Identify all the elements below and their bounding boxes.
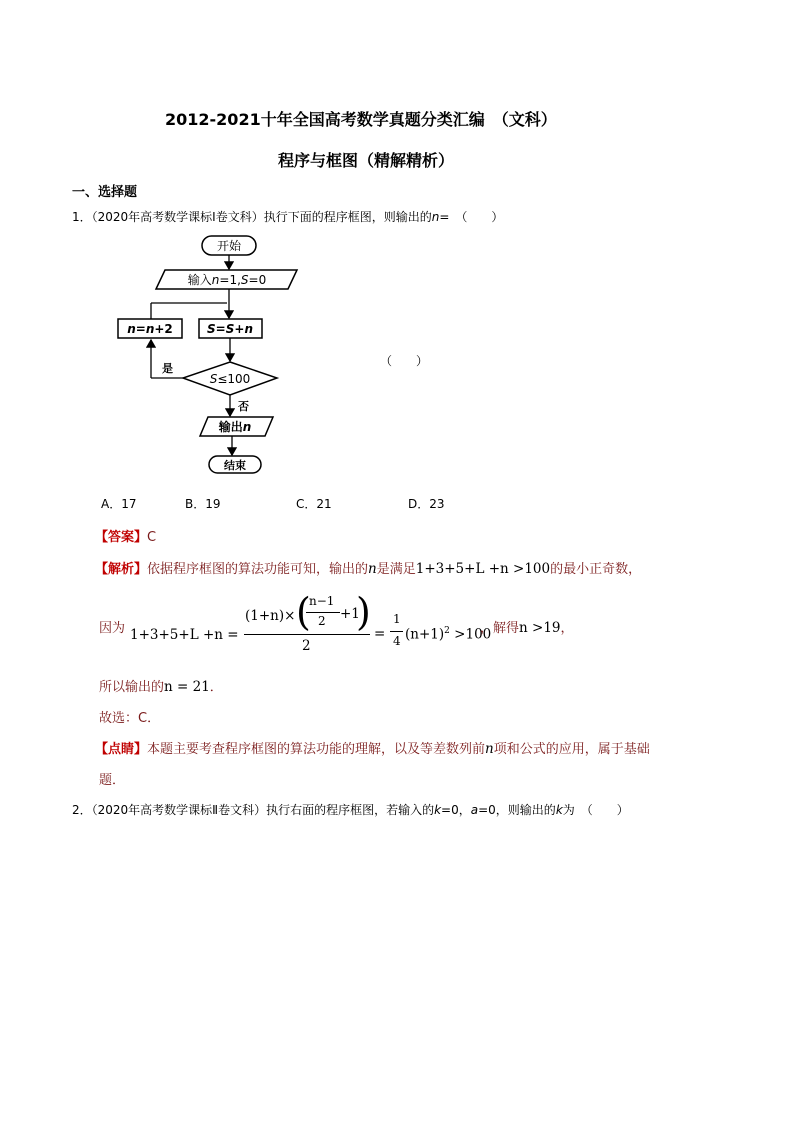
document-title: 2012-2021十年全国高考数学真题分类汇编 （文科） (165, 110, 557, 129)
solve-expr: n >19 (519, 620, 561, 636)
comment-text-2: 项和公式的应用，属于基础 (493, 742, 650, 757)
conclusion-expr: n = 21 (164, 679, 210, 695)
solve-text: ，解得 (480, 621, 520, 636)
question-text-end: = （ ） (439, 210, 504, 224)
eq-quarter-top: 1 (393, 612, 401, 626)
update-n-label: n=n+2 (127, 322, 173, 336)
k-value: =0， (441, 803, 471, 817)
solve-end: ， (560, 621, 574, 636)
a-value: =0，则输出的 (478, 803, 556, 817)
question-2-text: （2020年高考数学课标Ⅱ卷文科）执行右面的程序框图，若输入的 (91, 803, 435, 817)
option-d: D．23 (408, 497, 445, 511)
condition-label: S≤100 (209, 372, 251, 386)
conclusion-line (99, 676, 223, 695)
section-heading: 一、选择题 (72, 185, 138, 200)
start-label: 开始 (216, 239, 242, 253)
because-label: 因为 (99, 621, 126, 636)
analysis-text-3: 的最小正奇数， (550, 562, 642, 577)
big-paren-left: ( (296, 590, 311, 634)
equation-lhs: 1+3+5+L +n = (130, 627, 239, 643)
variable-k: k (434, 803, 442, 817)
comment-var: n (485, 741, 494, 757)
comment-text: 本题主要考查程序框图的算法功能的理解，以及等差数列前 (147, 742, 486, 757)
eq-inner-top: n−1 (309, 594, 335, 608)
analysis-expr: 1+3+5+L +n >100 (415, 561, 551, 577)
conclusion-end: ． (209, 680, 223, 695)
answer-value: C (147, 530, 157, 545)
question-2-stem (72, 801, 629, 818)
variable-a: a (470, 803, 479, 817)
end-label: 结束 (224, 459, 246, 472)
analysis-var: n (368, 561, 377, 577)
variable-n: n (431, 210, 440, 224)
option-c: C．21 (296, 497, 332, 511)
question-1-stem (72, 208, 503, 225)
solve-line (480, 617, 574, 636)
side-paren: （ ） (380, 354, 429, 368)
big-paren-right: ) (356, 590, 371, 634)
question-number: 1． (72, 210, 92, 224)
analysis-text: 依据程序框图的算法功能可知，输出的 (147, 562, 369, 577)
yes-label: 是 (162, 362, 173, 375)
input-label: 输入n=1,S=0 (187, 273, 267, 287)
quarter-bar (390, 631, 403, 632)
update-s-label: S=S+n (207, 322, 253, 336)
choice-line: 故选：C． (99, 711, 161, 726)
flowchart (110, 230, 320, 480)
question-text: （2020年高考数学课标Ⅰ卷文科）执行下面的程序框图，则输出的 (91, 210, 432, 224)
variable-k-output: k (555, 803, 563, 817)
comment-line (95, 738, 650, 757)
analysis-line (95, 558, 641, 577)
eq-rhs: $(n+1)^2 >100$ (405, 626, 492, 643)
eq-denominator: 2 (302, 638, 311, 654)
eq-numerator-a: (1+n)× (245, 608, 296, 624)
answer-line (95, 526, 156, 545)
document-subtitle: 程序与框图（精解精析） (278, 151, 455, 170)
question-2-number: 2． (72, 803, 92, 817)
eq-inner-bot: 2 (318, 614, 326, 628)
eq-quarter-bot: 4 (393, 634, 401, 648)
comment-line-2: 题． (99, 773, 126, 788)
no-label: 否 (238, 400, 249, 413)
answer-label: 【答案】 (95, 530, 148, 545)
analysis-label: 【解析】 (95, 562, 148, 577)
main-fraction-bar (244, 634, 370, 635)
analysis-text-2: 是满足 (376, 562, 416, 577)
inner-fraction-bar (306, 612, 340, 613)
conclusion-text: 所以输出的 (99, 680, 165, 695)
option-b: B．19 (185, 497, 221, 511)
comment-label: 【点睛】 (95, 742, 148, 757)
question-2-end: 为 （ ） (562, 803, 629, 817)
output-label: 输出n (218, 420, 252, 434)
option-a: A．17 (101, 497, 137, 511)
eq-equals: = (374, 626, 386, 642)
eq-numerator-b: +1 (340, 606, 360, 622)
